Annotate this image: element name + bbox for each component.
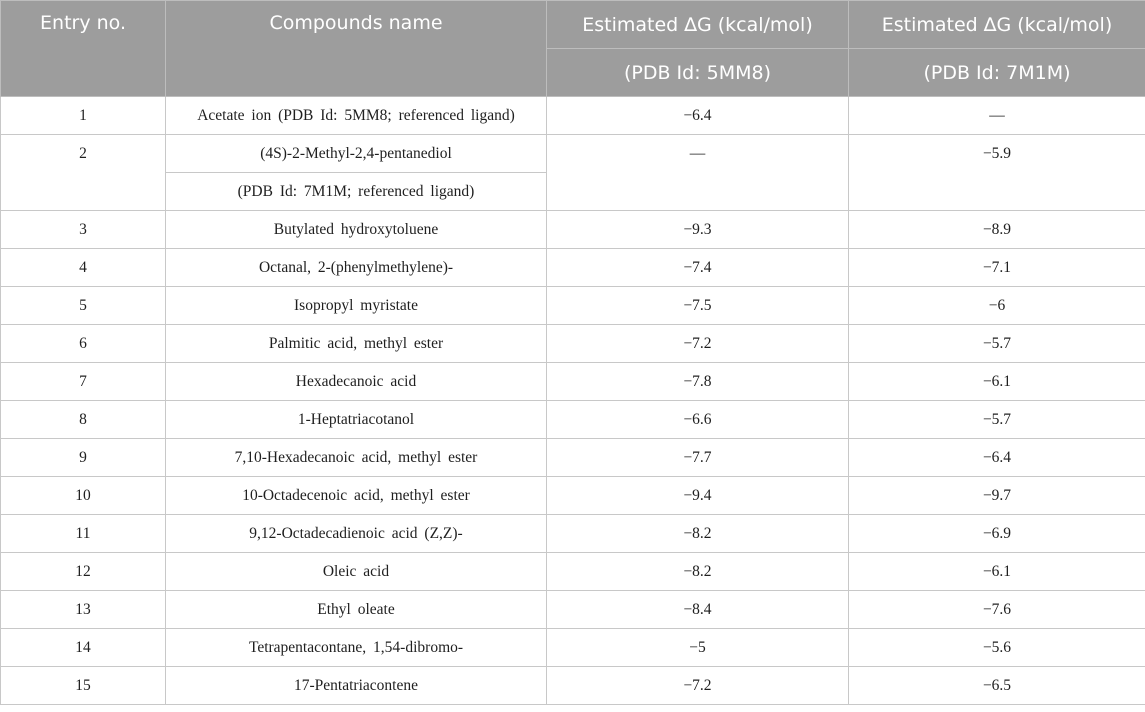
- entry-no-cell: 3: [1, 211, 166, 249]
- entry-no-cell: 13: [1, 591, 166, 629]
- entry-no-cell: 10: [1, 477, 166, 515]
- dg-7m1m-cell: −5.7: [849, 401, 1145, 439]
- compound-name-cell: (PDB Id: 7M1M; referenced ligand): [166, 173, 547, 211]
- compound-name-cell: Palmitic acid, methyl ester: [166, 325, 547, 363]
- compound-name-cell: Tetrapentacontane, 1,54-dibromo-: [166, 629, 547, 667]
- dg-5mm8-cell: −9.4: [547, 477, 849, 515]
- compound-name-cell: 1-Heptatriacotanol: [166, 401, 547, 439]
- header-pdb-5mm8: (PDB Id: 5MM8): [547, 49, 849, 97]
- compound-name-cell: 9,12-Octadecadienoic acid (Z,Z)-: [166, 515, 547, 553]
- dg-7m1m-cell: −6.1: [849, 553, 1145, 591]
- compound-name-cell: Hexadecanoic acid: [166, 363, 547, 401]
- table-row: [1, 629, 1145, 667]
- dg-7m1m-cell: −5.7: [849, 325, 1145, 363]
- compound-name-cell: Acetate ion (PDB Id: 5MM8; referenced ligand): [166, 97, 547, 135]
- dg-5mm8-cell: −8.4: [547, 591, 849, 629]
- header-dg-5mm8: Estimated ∆G (kcal/mol): [547, 1, 849, 49]
- dg-5mm8-cell: −8.2: [547, 553, 849, 591]
- dg-7m1m-cell: —: [849, 97, 1145, 135]
- compound-name-cell: Butylated hydroxytoluene: [166, 211, 547, 249]
- table-row: [1, 287, 1145, 325]
- compound-name-cell: (4S)-2-Methyl-2,4-pentanediol: [166, 135, 547, 173]
- dg-7m1m-cell: −6.1: [849, 363, 1145, 401]
- table-row: [1, 515, 1145, 553]
- compound-name-cell: Isopropyl myristate: [166, 287, 547, 325]
- compound-name-cell: 10-Octadecenoic acid, methyl ester: [166, 477, 547, 515]
- entry-no-cell: 14: [1, 629, 166, 667]
- dg-5mm8-cell: −7.4: [547, 249, 849, 287]
- dg-5mm8-cell: −5: [547, 629, 849, 667]
- entry-no-cell: 1: [1, 97, 166, 135]
- entry-no-cell: 2: [1, 135, 166, 211]
- table-row: [1, 325, 1145, 363]
- dg-7m1m-cell: −6.9: [849, 515, 1145, 553]
- dg-7m1m-cell: −7.6: [849, 591, 1145, 629]
- entry-no-cell: 8: [1, 401, 166, 439]
- header-pdb-7m1m: (PDB Id: 7M1M): [849, 49, 1145, 97]
- dg-5mm8-cell: −8.2: [547, 515, 849, 553]
- dg-5mm8-cell: −7.7: [547, 439, 849, 477]
- dg-5mm8-cell: −9.3: [547, 211, 849, 249]
- header-dg-7m1m: Estimated ∆G (kcal/mol): [849, 1, 1145, 49]
- entry-no-cell: 12: [1, 553, 166, 591]
- header-row: [1, 1, 1145, 49]
- dg-7m1m-cell: −6.4: [849, 439, 1145, 477]
- table-row: [1, 477, 1145, 515]
- dg-5mm8-cell: −7.5: [547, 287, 849, 325]
- dg-7m1m-cell: −5.9: [849, 135, 1145, 211]
- table-row: [1, 363, 1145, 401]
- table-row: [1, 439, 1145, 477]
- table-row: [1, 249, 1145, 287]
- compound-name-cell: 17-Pentatriacontene: [166, 667, 547, 705]
- compound-name-cell: Ethyl oleate: [166, 591, 547, 629]
- dg-5mm8-cell: −7.2: [547, 325, 849, 363]
- table-row: [1, 211, 1145, 249]
- dg-5mm8-cell: −7.2: [547, 667, 849, 705]
- dg-5mm8-cell: −6.4: [547, 97, 849, 135]
- dg-5mm8-cell: −6.6: [547, 401, 849, 439]
- dg-7m1m-cell: −7.1: [849, 249, 1145, 287]
- table-row: [1, 667, 1145, 705]
- compound-name-cell: 7,10-Hexadecanoic acid, methyl ester: [166, 439, 547, 477]
- entry-no-cell: 4: [1, 249, 166, 287]
- entry-no-cell: 6: [1, 325, 166, 363]
- dg-5mm8-cell: —: [547, 135, 849, 211]
- table-row: [1, 591, 1145, 629]
- compound-name-cell: Octanal, 2-(phenylmethylene)-: [166, 249, 547, 287]
- entry-no-cell: 9: [1, 439, 166, 477]
- header-compound-name: Compounds name: [166, 1, 547, 97]
- dg-7m1m-cell: −5.6: [849, 629, 1145, 667]
- dg-7m1m-cell: −6: [849, 287, 1145, 325]
- compound-name-cell: Oleic acid: [166, 553, 547, 591]
- entry-no-cell: 11: [1, 515, 166, 553]
- entry-no-cell: 15: [1, 667, 166, 705]
- table-row: [1, 553, 1145, 591]
- entry-no-cell: 5: [1, 287, 166, 325]
- table-row: [1, 135, 1145, 173]
- header-entry-no: Entry no.: [1, 1, 166, 97]
- dg-7m1m-cell: −9.7: [849, 477, 1145, 515]
- dg-7m1m-cell: −6.5: [849, 667, 1145, 705]
- dg-5mm8-cell: −7.8: [547, 363, 849, 401]
- entry-no-cell: 7: [1, 363, 166, 401]
- dg-7m1m-cell: −8.9: [849, 211, 1145, 249]
- table-row: [1, 401, 1145, 439]
- table-row: [1, 97, 1145, 135]
